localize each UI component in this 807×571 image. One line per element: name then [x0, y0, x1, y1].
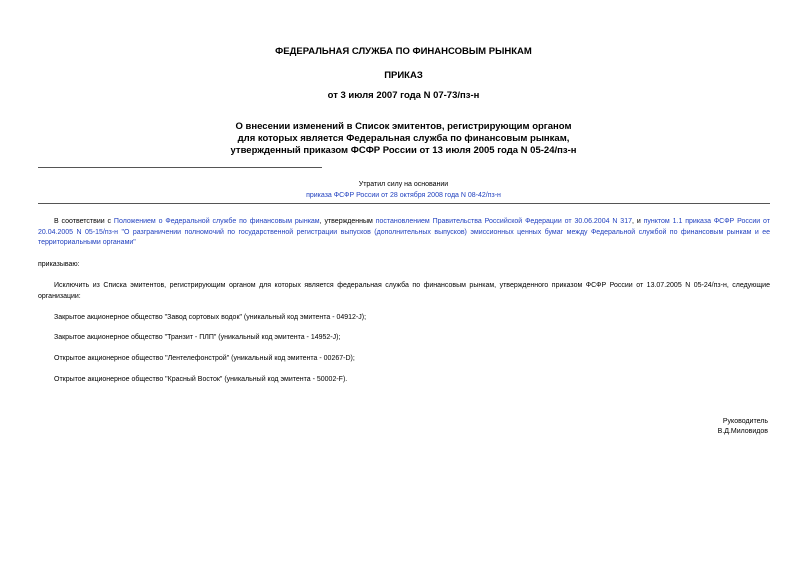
list-item: Закрытое акционерное общество "Транзит - ПЛП" (уникальный код эмитента - 14952-J);: [54, 334, 341, 341]
signatory-name: В.Д.Миловидов: [717, 428, 768, 435]
status-link[interactable]: приказа ФСФР России от 28 октября 2008 года N 08-42/пз-н: [306, 192, 501, 199]
preamble-text: , и: [631, 218, 644, 225]
divider-bottom: [38, 203, 770, 204]
government-decree-link[interactable]: постановлением Правительства Российской Федерации от 30.06.2004 N 317: [375, 218, 632, 225]
agency-name: ФЕДЕРАЛЬНАЯ СЛУЖБА ПО ФИНАНСОВЫМ РЫНКАМ: [275, 46, 532, 57]
list-item: Закрытое акционерное общество "Завод сортовых водок" (уникальный код эмитента - 04912-J);: [54, 314, 367, 321]
preamble-paragraph: [38, 217, 770, 249]
list-item: Открытое акционерное общество "Лентелефонстрой" (уникальный код эмитента - 00267-D);: [54, 355, 355, 362]
title-line: утвержденный приказом ФСФР России от 13 июля 2005 года N 05-24/пз-н: [230, 145, 577, 156]
document-type: ПРИКАЗ: [384, 70, 423, 81]
order-title-link[interactable]: "О разграничении полномочий по государственной регистрации выпусков (дополнительных выпусков) эмиссионных ценных бумаг между Федеральной службой по финансовым рынкам и ее территориальными органами": [38, 228, 770, 246]
status-line: Утратил силу на основании: [358, 181, 449, 188]
order-word: приказываю:: [38, 261, 80, 268]
regulation-link[interactable]: Положением о Федеральной службе по финансовым рынкам: [113, 218, 320, 225]
order-clause-link[interactable]: пунктом 1.1 приказа ФСФР России от 20.04.2005 N 05-15/пз-н: [38, 218, 771, 236]
document-date-number: от 3 июля 2007 года N 07-73/пз-н: [327, 90, 480, 101]
preamble-text: В соответствии с: [54, 218, 114, 225]
exclude-paragraph: Исключить из Списка эмитентов, регистрирующим органом для которых является федеральная служба по финансовым рынкам, утвержденного приказом ФСФР России от 13.07.2005 N 05-24/пз-н, следующие организации:: [38, 282, 770, 300]
preamble-text: , утвержденным: [319, 218, 376, 225]
list-item: Открытое акционерное общество "Красный Восток" (уникальный код эмитента - 50002-F).: [54, 376, 348, 383]
divider-top: [38, 167, 322, 168]
signatory-role: Руководитель: [722, 418, 768, 425]
document-title: [0, 121, 807, 157]
title-line: для которых является Федеральная служба по финансовым рынкам,: [237, 133, 570, 144]
signature-block: [718, 417, 768, 437]
title-line: О внесении изменений в Список эмитентов, регистрирующим органом: [235, 121, 572, 132]
